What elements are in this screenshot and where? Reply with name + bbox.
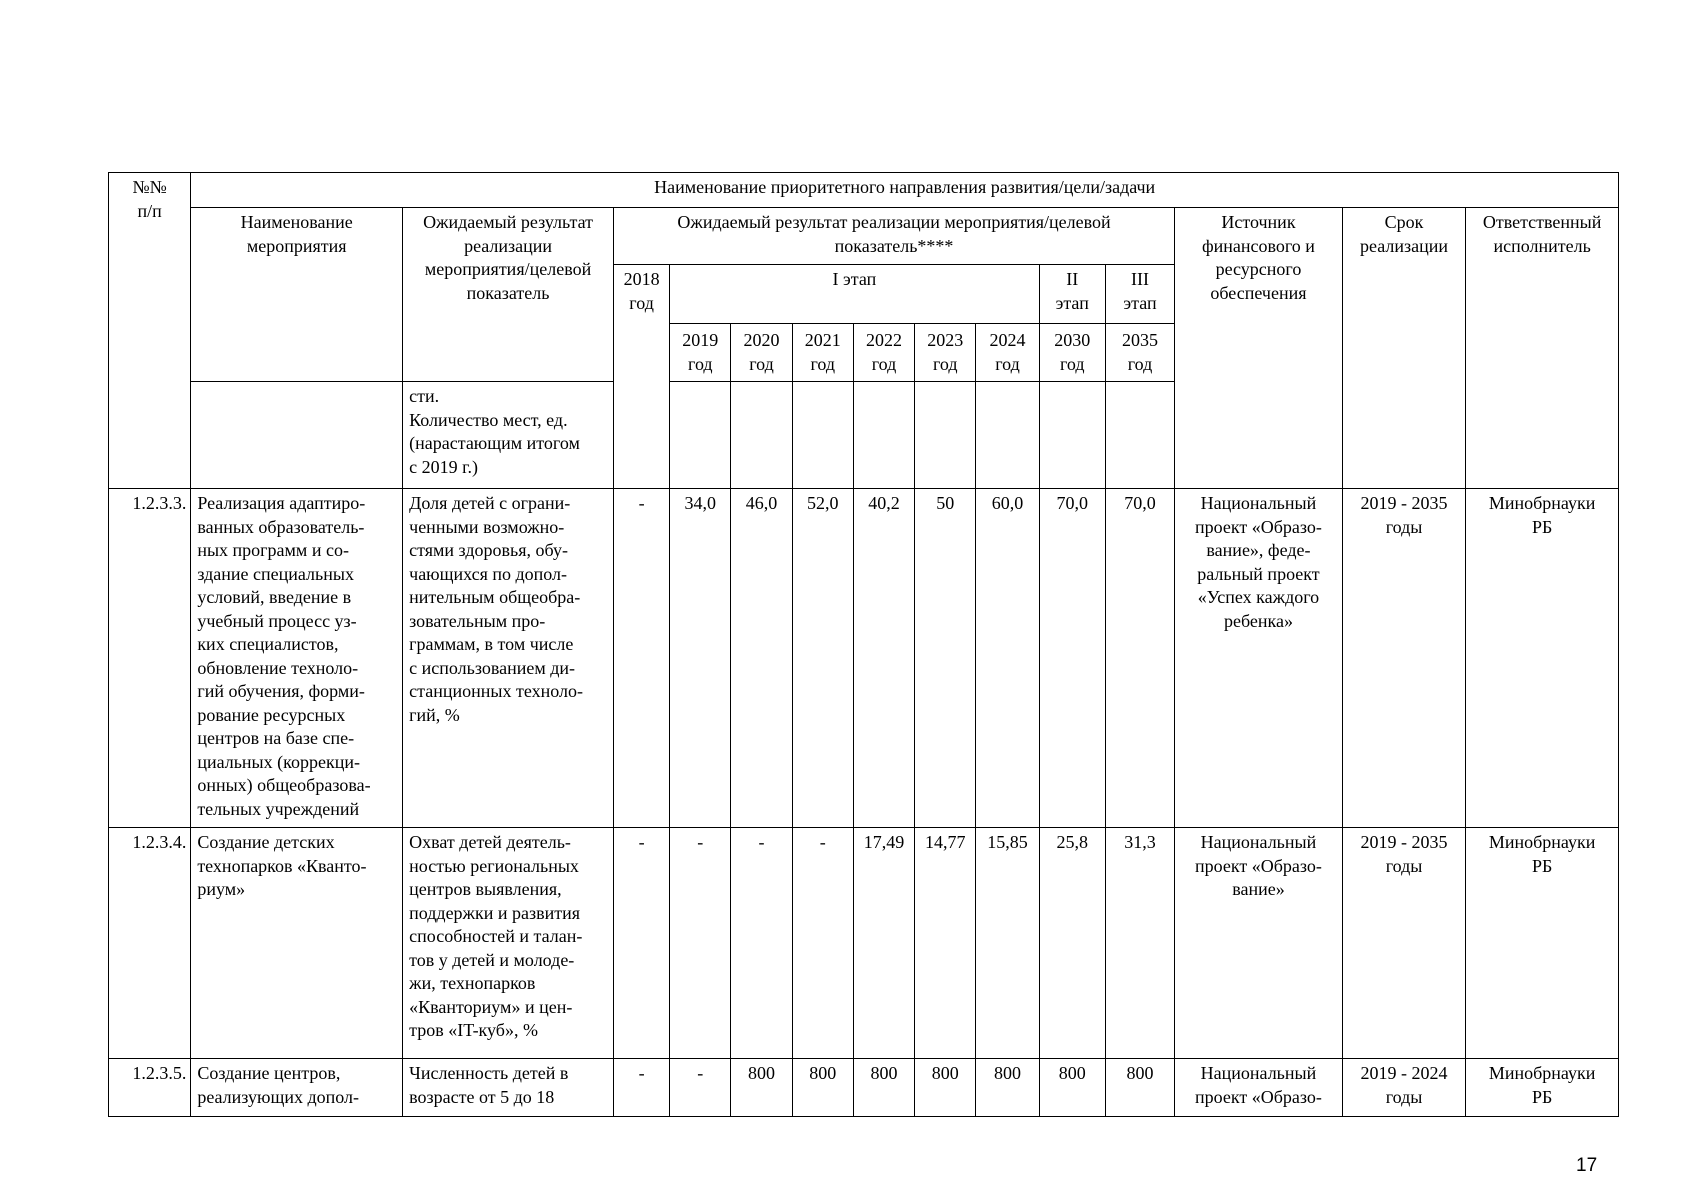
year-header: 2030 год (1039, 324, 1105, 382)
value-cell: 800 (1105, 1059, 1174, 1117)
value-cell: 800 (1039, 1059, 1105, 1117)
direction-header: Наименование приоритетного направления развития/цели/задачи (191, 173, 1619, 208)
measure-name-cell: Создание центров, реализующих допол- (191, 1059, 403, 1117)
program-table (108, 172, 1619, 1117)
value-cell: 25,8 (1039, 828, 1105, 1059)
value-cell: 70,0 (1039, 489, 1105, 828)
value-cell: - (792, 828, 853, 1059)
term-header: Срок реализации (1342, 208, 1465, 489)
value-cell: 70,0 (1105, 489, 1174, 828)
responsible-cell: Минобрнауки РБ (1466, 828, 1619, 1059)
stage-1-header: I этап (670, 265, 1039, 324)
year-header: 2024 год (976, 324, 1039, 382)
measure-name-cell: Реализация адаптиро- ванных образователь- ных программ и со- здание специальных условий, введение в учебный процесс уз- ких специалистов, обновление техноло- гий обучения, форми- рование ресурсных центров на базе спе- циальных (коррекци- онных) общеобразова- тельных учреждений (191, 489, 403, 828)
header-row-2 (109, 208, 1619, 265)
year-header: 2019 год (670, 324, 731, 382)
source-cell: Национальный проект «Образо- вание» (1175, 828, 1343, 1059)
year-header: 2022 год (853, 324, 914, 382)
expected-result-indicator-header: Ожидаемый результат реализации мероприятия/целевой показатель**** (613, 208, 1174, 265)
row-number: 1.2.3.4. (109, 828, 191, 1059)
value-cell: 50 (915, 489, 976, 828)
measure-name-header: Наименование мероприятия (191, 208, 403, 382)
value-cell: - (613, 828, 669, 1059)
responsible-cell: Минобрнауки РБ (1466, 489, 1619, 828)
source-cell: Национальный проект «Образо- (1175, 1059, 1343, 1117)
row-number: 1.2.3.5. (109, 1059, 191, 1117)
table-row (109, 1059, 1619, 1117)
value-cell: 800 (976, 1059, 1039, 1117)
value-cell: - (613, 489, 669, 828)
value-cell: 800 (792, 1059, 853, 1117)
measure-name-cell: Создание детских технопарков «Кванто- риум» (191, 828, 403, 1059)
year-header: 2020 год (731, 324, 792, 382)
year-header: 2021 год (792, 324, 853, 382)
continuation-name-cell (191, 382, 403, 489)
continuation-text-cell: сти. Количество мест, ед. (нарастающим итогом с 2019 г.) (403, 382, 614, 489)
value-cell: 15,85 (976, 828, 1039, 1059)
stage-3-header: III этап (1105, 265, 1174, 324)
value-cell: 31,3 (1105, 828, 1174, 1059)
responsible-cell: Минобрнауки РБ (1466, 1059, 1619, 1117)
table-row (109, 489, 1619, 828)
value-cell: 40,2 (853, 489, 914, 828)
expected-result-cell: Охват детей деятель- ностью региональных центров выявления, поддержки и развития способностей и талан- тов у детей и молоде- жи, технопарков «Кванториум» и цен- тров «IT-куб», % (403, 828, 614, 1059)
value-cell: 800 (853, 1059, 914, 1117)
value-cell: - (670, 1059, 731, 1117)
source-header: Источник финансового и ресурсного обеспечения (1175, 208, 1343, 489)
year-2018-header: 2018 год (613, 265, 669, 489)
value-cell: - (670, 828, 731, 1059)
term-cell: 2019 - 2035 годы (1342, 828, 1465, 1059)
value-cell: 17,49 (853, 828, 914, 1059)
header-row-1 (109, 173, 1619, 208)
term-cell: 2019 - 2035 годы (1342, 489, 1465, 828)
value-cell: 14,77 (915, 828, 976, 1059)
responsible-header: Ответственный исполнитель (1466, 208, 1619, 489)
table-row (109, 828, 1619, 1059)
value-cell: - (731, 828, 792, 1059)
expected-result-cell: Численность детей в возрасте от 5 до 18 (403, 1059, 614, 1117)
value-cell: - (613, 1059, 669, 1117)
source-cell: Национальный проект «Образо- вание», феде- ральный проект «Успех каждого ребенка» (1175, 489, 1343, 828)
expected-result-cell: Доля детей с ограни- ченными возможно- стями здоровья, обу- чающихся по допол- нительным общеобра- зовательным про- граммам, в том числе с использованием ди- станционных техноло- гий, % (403, 489, 614, 828)
page-number: 17 (1576, 1155, 1598, 1176)
value-cell: 46,0 (731, 489, 792, 828)
year-header: 2023 год (915, 324, 976, 382)
value-cell: 800 (915, 1059, 976, 1117)
year-header: 2035 год (1105, 324, 1174, 382)
value-cell: 800 (731, 1059, 792, 1117)
value-cell: 34,0 (670, 489, 731, 828)
value-cell: 52,0 (792, 489, 853, 828)
value-cell: 60,0 (976, 489, 1039, 828)
row-number: 1.2.3.3. (109, 489, 191, 828)
expected-result-header: Ожидаемый результат реализации мероприятия/целевой показатель (403, 208, 614, 382)
stage-2-header: II этап (1039, 265, 1105, 324)
number-column-header: №№ п/п (109, 173, 191, 489)
term-cell: 2019 - 2024 годы (1342, 1059, 1465, 1117)
